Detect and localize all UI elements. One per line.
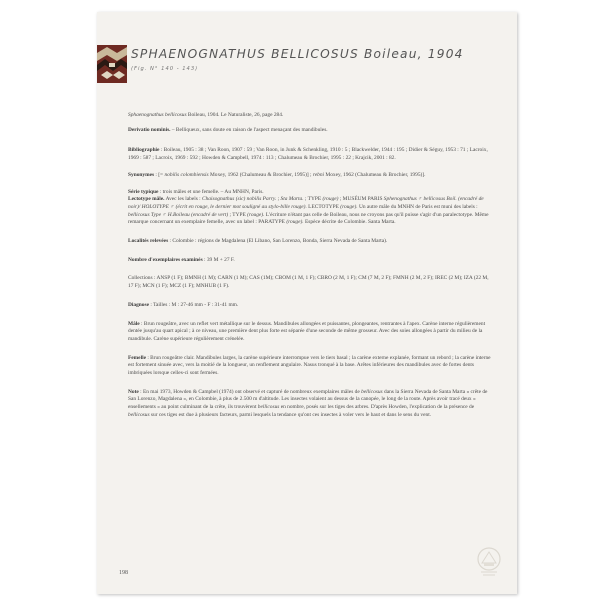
bibliographie-paragraph: Bibliographie : Boileau, 1905 : 38 ; Van Roon, 1907 : 59 ; Van Roon, in Junk & Schenkling, 1910 : 5 ; Blackwelder, 1944 : 195 ; Didier & Séguy, 1953 : 71 ; Lacroix, 1969 : 587 ; Lacroix, 1969 : 592 ; Howden & Campbell, 1974 : 113 ; Chalumeau & Brochier, 1995 : 22 ; Krajcik, 2001 : 82. — [128, 147, 488, 162]
lectotype-paragraph: Lectotype mâle. Avec les labels : Chaisognathus (sic) nobilis Parry. ; Sta Marta. ; TYPE (rouge) ; MUSÉUM PARIS Sphenognathus ♂ bellicosus Boil. (encadré de noir)/ HOLOTYPE ♂ (écrit en rouge, le dernier mot souligné au stylo-bille rouge). LECTOTYPE (rouge). Un autre mâle du MNHN de Paris est muni des labels : bellicosus Type ♂ H.Boileau (encadré de vert) ; TYPE (rouge). L'écriture n'étant pas celle de Boileau, nous ne croyons pas qu'il puisse s'agir d'un paralectotype. Même remarque concernant un exemplaire femelle, avec un label : PARATYPE (rouge). Espèce décrite de Colombie. Santa Marta. — [128, 196, 489, 226]
species-name: Sphaenognathus bellicosus — [128, 112, 187, 118]
page-title: SPHAENOGNATHUS BELLICOSUS Boileau, 1904 — [131, 47, 464, 61]
header-band — [97, 45, 517, 83]
synonymes-label: Synonymes — [128, 171, 155, 178]
male-label: Mâle — [128, 320, 140, 327]
femelle-label: Femelle — [128, 354, 146, 361]
note-paragraph: Note : En mai 1973, Howden & Campbel (1974) ont observé et capturé de nombreux exemplaires mâles de bellicosus dans la Sierra Nevada de Santa Marta « crête de San Lorenzo, Magdalena », en Colombie, à plus de 2.500 m d'altitude. Les insectes volaient au dessus de la canopée, le long de la route. Après avoir tracé deux « ensellements » au point culminant de la crête, ils trouvèrent bellicosus en nombre, posés sur les tiges des arbres. D'après Howden, l'explication de la présence de bellicosus sur ces tiges est due à plusieurs facteurs, parmi lesquels la tendance qu'ont ces insectes à voler vers le haut et dans le sens du vent. — [128, 388, 488, 418]
lectotype-label: Lectotype mâle. — [128, 196, 165, 203]
note-label: Note — [128, 388, 139, 395]
male-paragraph: Mâle : Brun rougeâtre, avec un reflet vert métallique sur le dessus. Mandibules allongées et puissantes, plongeantes, rentrantes à l'apex. Carène interne régulièrement dentée jusqu'au quart apical ; à ce niveau, une première dent plus forte est séparée d'une seconde de même grosseur. Avec des soies allongées à partir du milieu de la mandibule. Carène supérieure régulièrement crénelée. — [128, 320, 486, 342]
page-number: 198 — [119, 570, 128, 576]
derivatio-label: Derivatio nominis. — [128, 126, 171, 133]
citation-paragraph: Sphaenognathus bellicosus Boileau, 1904. Le Naturaliste, 26, page 284. — [128, 112, 284, 118]
bibliographie-label: Bibliographie — [128, 147, 160, 154]
museum-watermark-icon — [475, 546, 503, 578]
serie-label: Série typique — [128, 188, 159, 195]
derivatio-paragraph: Derivatio nominis. – Belliqueux, sans doute en raison de l'aspect menaçant des mandibules. — [128, 126, 328, 133]
collections-paragraph: Collections : ANSP (1 F); BMNH (1 M); CARN (1 M); CAS (1M); CBOM (1 M, 1 F); CBRO (2 M, 1 F); CM (7 M, 2 F); FMNH (2 M, 2 F); IREC (2 M); IZA (22 M, 17 F); MCN (1 F); MCZ (1 F); MNHUB (1 F). — [128, 275, 489, 290]
femelle-paragraph: Femelle : Brun rougeâtre clair. Mandibules larges, la carène supérieure interrompue vers le tiers basal ; la carène externe explanée, formant un rebord ; la carène interne est fortement sinuée avec, vers la moitié de la longueur, un renflement angulaire. Nasus tronqué à la base. Arêtes inférieures des mandibules avec de fortes dents imbriquées lorsque celles-ci sont fermées. — [128, 354, 491, 377]
localites-label: Localités relevées — [128, 238, 169, 245]
nombre-label: Nombre d'exemplaires examinés — [128, 256, 203, 263]
serie-paragraph: Série typique : trois mâles et une femelle. – Au MNHN, Paris. — [128, 188, 264, 195]
diagnose-label: Diagnose — [128, 301, 149, 308]
nombre-paragraph: Nombre d'exemplaires examinés : 39 M + 27 F. — [128, 256, 235, 263]
figure-reference: (Fig. N° 140 - 143) — [131, 66, 199, 72]
book-page — [97, 12, 517, 594]
synonymes-paragraph: Synonymes : [= nobilis colombiensis Moxey, 1962 (Chalumeau & Brochier, 1995)] ; rebni Moxey, 1962 (Chalumeau & Brochier, 1995)]. — [128, 171, 426, 178]
article-body — [128, 112, 494, 420]
localites-paragraph: Localités relevées : Colombie : régions de Magdalena (El Libano, San Lorenzo, Bonda, Sierra Nevada de Santa Marta). — [128, 238, 388, 245]
diagnose-paragraph: Diagnose : Tailles : M : 27-46 mm - F : 31-41 mm. — [128, 301, 239, 308]
aztec-ornament-icon — [97, 45, 127, 83]
